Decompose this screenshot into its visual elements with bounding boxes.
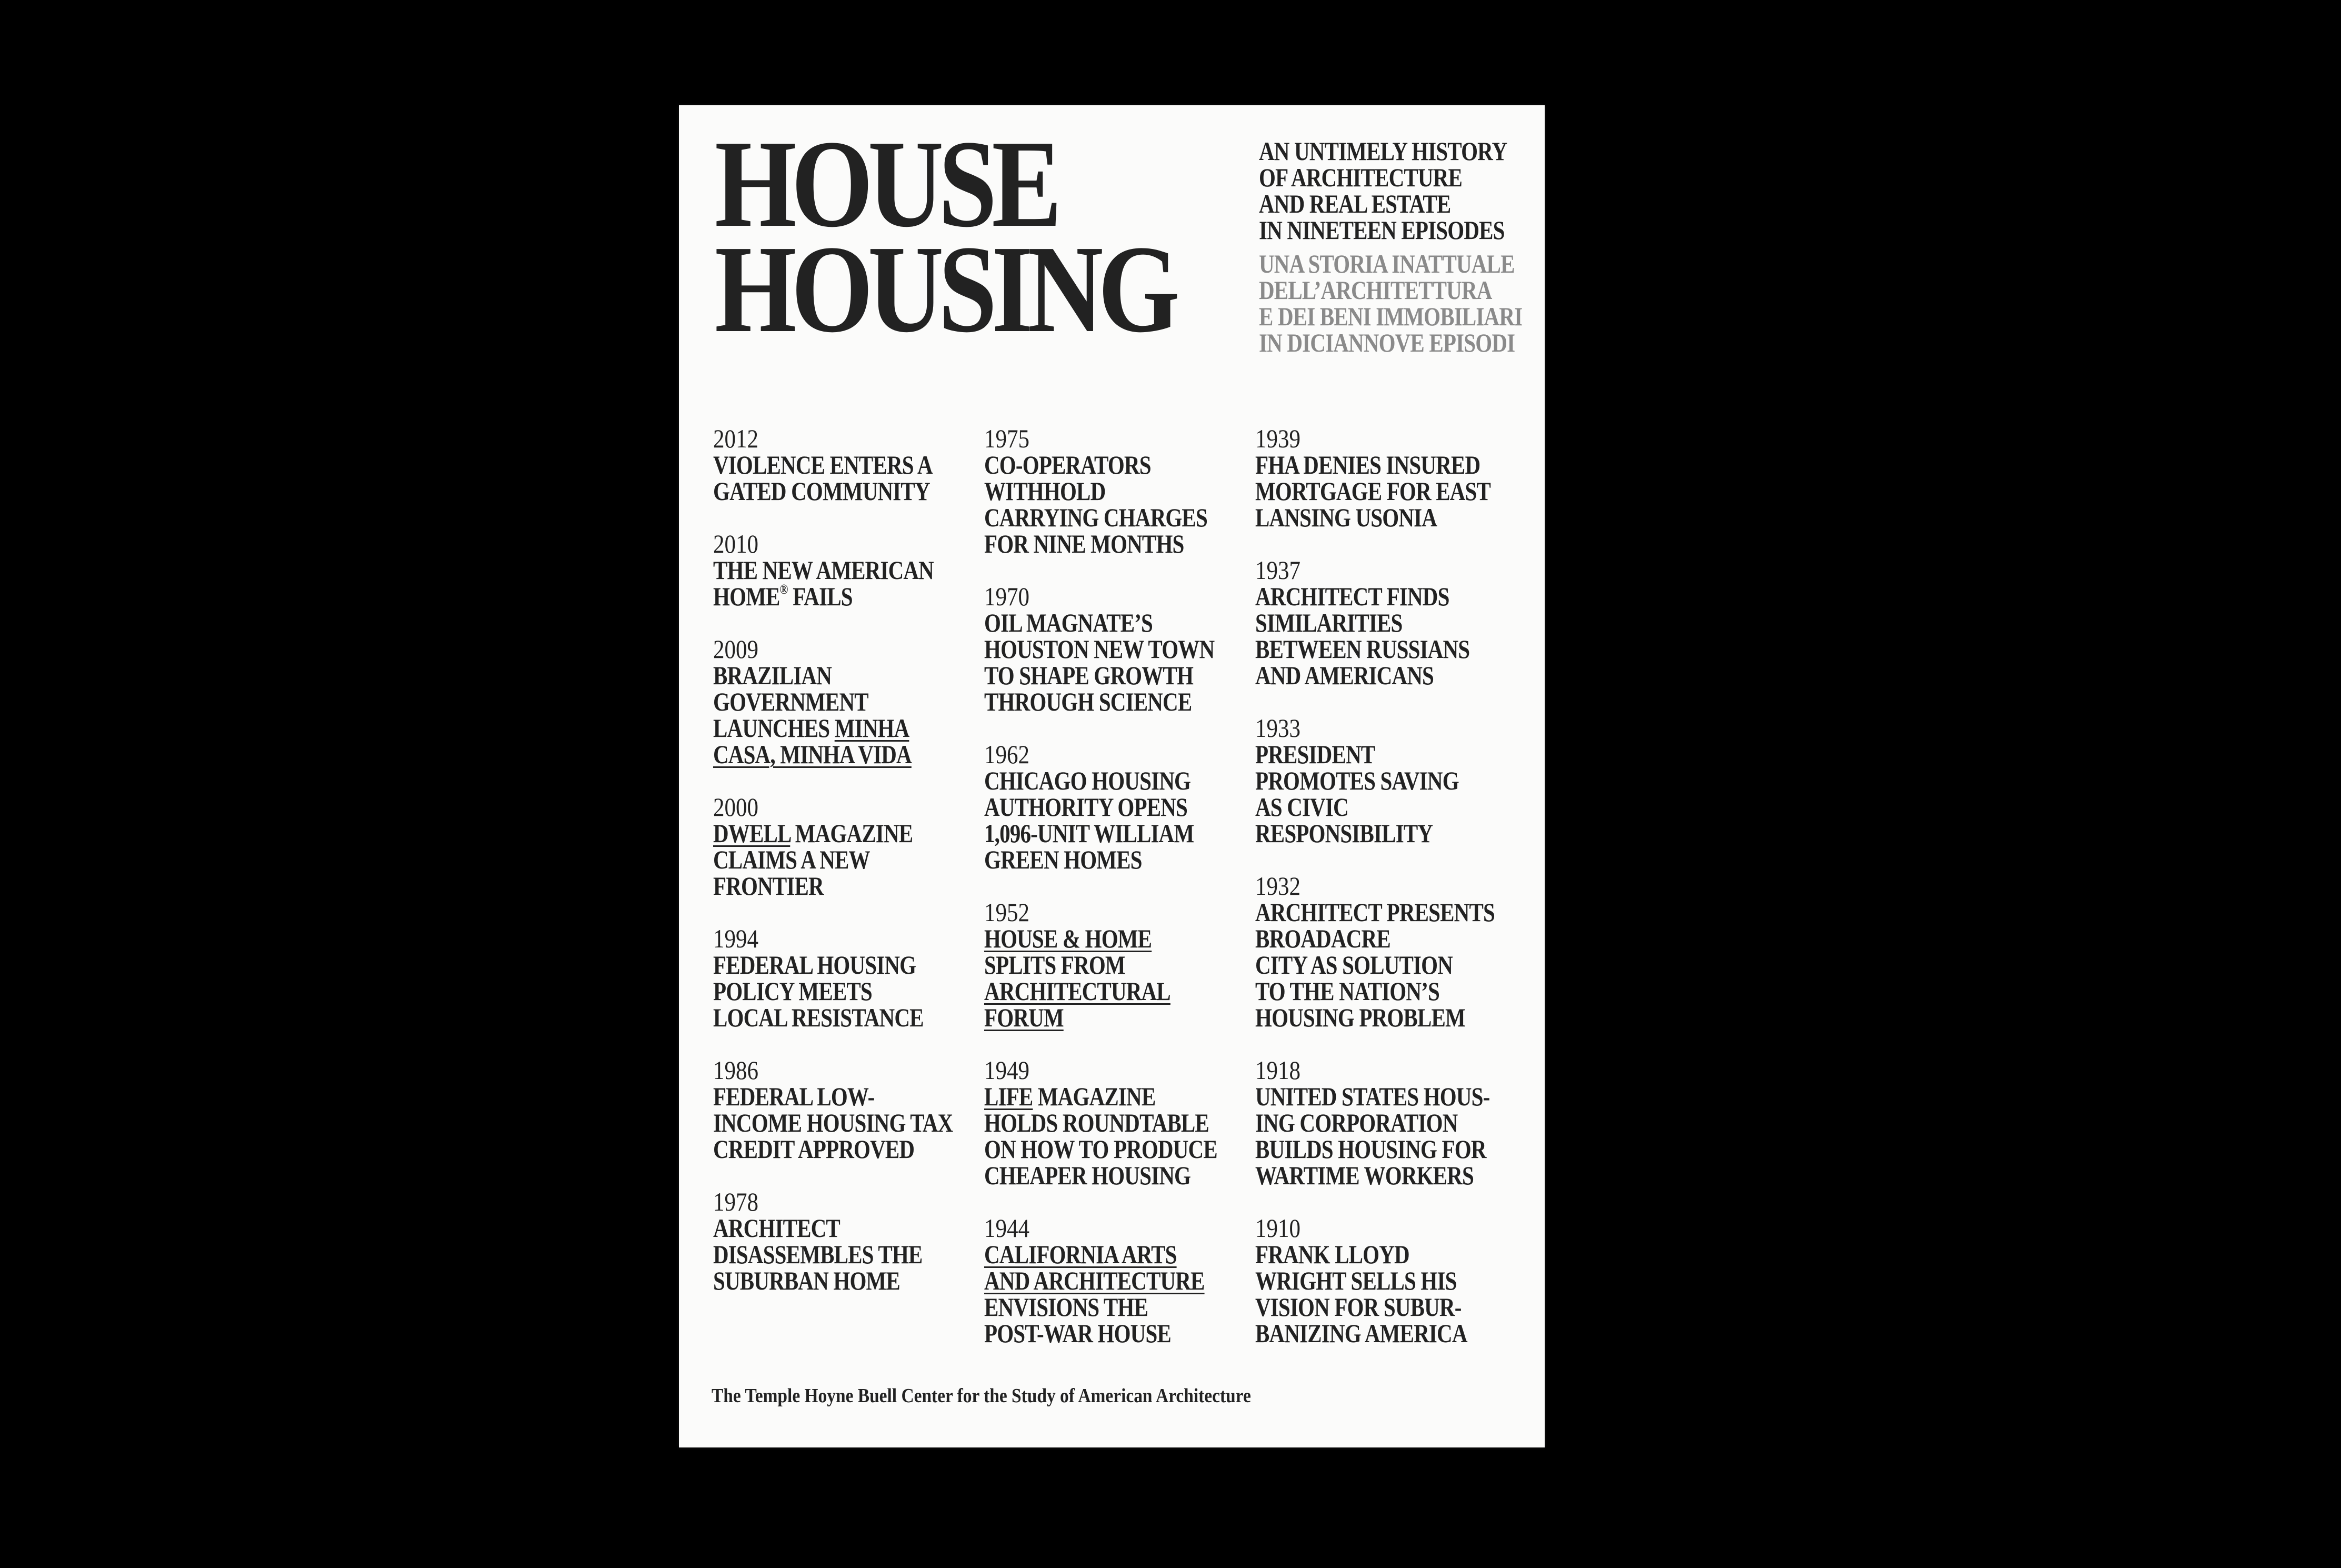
- episode-year: 1994: [713, 924, 758, 953]
- episode-headline: FEDERAL HOUSING POLICY MEETS LOCAL RESISTANCE: [713, 950, 924, 1032]
- episode-1994: [713, 925, 976, 1031]
- subtitle-block: [1259, 138, 1533, 356]
- episode-year: 1910: [1255, 1213, 1300, 1243]
- episode-headline: CHICAGO HOUSING AUTHORITY OPENS 1,096-UNIT WILLIAM GREEN HOMES: [984, 766, 1194, 874]
- episode-year: 1918: [1255, 1055, 1300, 1085]
- registered-mark: ®: [779, 582, 788, 597]
- episode-2000: [713, 794, 976, 899]
- subtitle-italian: UNA STORIA INATTUALE DELL’ARCHITETTURA E DEI BENI IMMOBILIARI IN DICIANNOVE EPISODI: [1259, 249, 1523, 357]
- episode-year: 1944: [984, 1213, 1029, 1243]
- headline-part: THE NEW AMERICAN HOME: [713, 555, 934, 611]
- subtitle-english: AN UNTIMELY HISTORY OF ARCHITECTURE AND REAL ESTATE IN NINETEEN EPISODES: [1259, 136, 1507, 245]
- headline-part: MAGAZINE HOLDS ROUNDTABLE ON HOW TO PRODUCE CHEAPER HOUSING: [984, 1082, 1217, 1190]
- episode-2009: [713, 636, 976, 767]
- episode-headline: ARCHITECT PRESENTS BROADACRE CITY AS SOLUTION TO THE NATION’S HOUSING PROBLEM: [1255, 897, 1495, 1032]
- underlined-title: MINHA CASA, MINHA VIDA: [713, 713, 912, 769]
- episode-year: 1937: [1255, 555, 1300, 585]
- episode-1937: [1255, 557, 1518, 688]
- episode-headline: CO-OPERATORS WITHHOLD CARRYING CHARGES FOR NINE MONTHS: [984, 450, 1207, 558]
- episode-headline: ARCHITECT FINDS SIMILARITIES BETWEEN RUSSIANS AND AMERICANS: [1255, 582, 1470, 690]
- episode-headline: FEDERAL LOW- INCOME HOUSING TAX CREDIT APPROVED: [713, 1082, 953, 1164]
- episode-1949: [984, 1057, 1247, 1189]
- episode-headline: VIOLENCE ENTERS A GATED COMMUNITY: [713, 450, 933, 506]
- episode-1944: [984, 1215, 1247, 1346]
- episode-year: 1978: [713, 1187, 758, 1216]
- episode-headline: ARCHITECT DISASSEMBLES THE SUBURBAN HOME: [713, 1213, 923, 1295]
- episode-headline: [984, 1083, 1243, 1189]
- episode-headline: [713, 557, 972, 610]
- episode-headline: FRANK LLOYD WRIGHT SELLS HIS VISION FOR SUBUR- BANIZING AMERICA: [1255, 1240, 1467, 1348]
- headline-part: SPLITS FROM: [984, 950, 1125, 980]
- underlined-title: LIFE: [984, 1082, 1033, 1111]
- headline-part: ENVISIONS THE POST-WAR HOUSE: [984, 1292, 1171, 1348]
- episode-1952: [984, 899, 1247, 1031]
- underlined-title: ARCHITECTURAL FORUM: [984, 976, 1170, 1032]
- headline-part: FAILS: [787, 582, 853, 611]
- headline-part: BRAZILIAN GOVERNMENT LAUNCHES: [713, 661, 868, 743]
- episode-column-3: [1255, 425, 1518, 1373]
- title-house: HOUSE: [715, 115, 1057, 253]
- episode-year: 1986: [713, 1055, 758, 1085]
- title-housing: HOUSING: [715, 220, 1175, 358]
- underlined-title: HOUSE & HOME: [984, 924, 1152, 953]
- episode-1975: [984, 425, 1247, 557]
- title-block: [715, 115, 1220, 358]
- episode-headline: [713, 820, 972, 899]
- episode-1939: [1255, 425, 1518, 531]
- underlined-title: CALIFORNIA ARTS AND ARCHITECTURE: [984, 1240, 1205, 1295]
- episode-year: 1949: [984, 1055, 1029, 1085]
- episode-headline: OIL MAGNATE’S HOUSTON NEW TOWN TO SHAPE GROWTH THROUGH SCIENCE: [984, 608, 1215, 716]
- episode-year: 1962: [984, 740, 1029, 769]
- episode-headline: UNITED STATES HOUS- ING CORPORATION BUILDS HOUSING FOR WARTIME WORKERS: [1255, 1082, 1490, 1190]
- episode-headline: FHA DENIES INSURED MORTGAGE FOR EAST LANSING USONIA: [1255, 450, 1491, 532]
- episode-1932: [1255, 873, 1518, 1031]
- episode-2012: [713, 425, 976, 504]
- episode-year: 1933: [1255, 713, 1300, 743]
- episode-1962: [984, 741, 1247, 873]
- episode-1978: [713, 1189, 976, 1294]
- episode-year: 1939: [1255, 424, 1300, 453]
- episode-year: 1932: [1255, 871, 1300, 901]
- episode-year: 2010: [713, 529, 758, 558]
- episode-year: 2009: [713, 634, 758, 664]
- episode-1910: [1255, 1215, 1518, 1346]
- episode-year: 2012: [713, 424, 758, 453]
- episode-headline: PRESIDENT PROMOTES SAVING AS CIVIC RESPONSIBILITY: [1255, 740, 1459, 848]
- episode-1986: [713, 1057, 976, 1162]
- episode-year: 1970: [984, 582, 1029, 611]
- episode-year: 1952: [984, 897, 1029, 927]
- episode-1970: [984, 583, 1247, 715]
- episode-year: 1975: [984, 424, 1029, 453]
- episode-headline: [984, 925, 1243, 1031]
- episode-column-1: [713, 425, 976, 1320]
- publisher-footer: The Temple Hoyne Buell Center for the Study of American Architecture: [712, 1385, 1251, 1407]
- episode-headline: [984, 1241, 1243, 1346]
- episode-2010: [713, 531, 976, 610]
- headline-part: MAGAZINE CLAIMS A NEW FRONTIER: [713, 818, 913, 901]
- episode-headline: [713, 662, 972, 767]
- booklet-cover: [679, 105, 1545, 1447]
- episode-column-2: [984, 425, 1247, 1373]
- episode-1933: [1255, 715, 1518, 846]
- underlined-title: DWELL: [713, 818, 791, 848]
- episode-1918: [1255, 1057, 1518, 1189]
- episode-year: 2000: [713, 792, 758, 822]
